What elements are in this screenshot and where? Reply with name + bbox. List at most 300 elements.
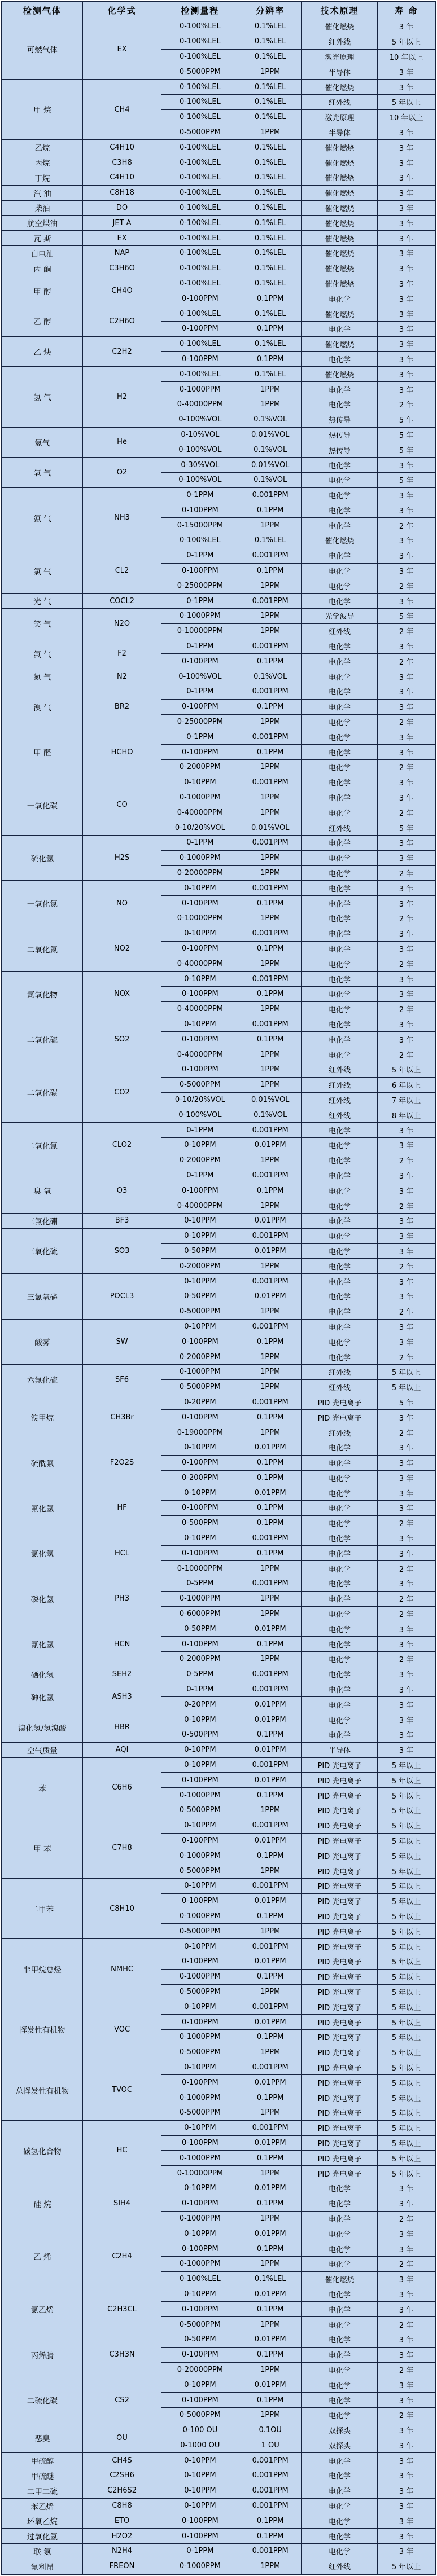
resolution-cell: 0.001PPM [239, 1168, 301, 1183]
technology-cell: 电化学 [301, 1123, 377, 1138]
technology-cell: PID 光电离子 [301, 2029, 377, 2045]
technology-cell: 电化学 [301, 850, 377, 865]
resolution-cell: 0.001PPM [239, 2120, 301, 2135]
range-cell: 0-100%VOL [161, 442, 239, 458]
table-row [2, 200, 435, 216]
resolution-cell: 0.1PPM [239, 699, 301, 714]
lifespan-cell: 3 年 [378, 2393, 435, 2408]
lifespan-cell: 2 年 [378, 956, 435, 972]
resolution-cell: 0.1PPM [239, 1727, 301, 1743]
range-cell: 0-100%LEL [161, 367, 239, 382]
resolution-cell: 0.001PPM [239, 1395, 301, 1410]
technology-cell: 电化学 [301, 594, 377, 609]
formula-cell: SIH4 [82, 2181, 161, 2226]
gas-name-cell: 乙 烯 [2, 2226, 82, 2287]
range-cell: 0-1000PPM [161, 2559, 239, 2574]
lifespan-cell: 5 年以上 [378, 2029, 435, 2045]
lifespan-cell: 3 年 [378, 1168, 435, 1183]
formula-cell: BF3 [82, 1213, 161, 1228]
lifespan-cell: 3 年 [378, 1667, 435, 1682]
range-cell: 0-100PPM [161, 896, 239, 911]
gas-name-cell: 笑 气 [2, 609, 82, 639]
range-cell: 0-500PPM [161, 1515, 239, 1531]
range-cell: 0-10PPM [161, 2226, 239, 2241]
gas-name-cell: 挥发性有机物 [2, 1999, 82, 2060]
table-row [2, 245, 435, 261]
lifespan-cell: 6 年以上 [378, 1077, 435, 1092]
resolution-cell: 1PPM [239, 1153, 301, 1168]
technology-cell: 红外线 [301, 1077, 377, 1092]
technology-cell: 电化学 [301, 1637, 377, 1652]
lifespan-cell: 10 年以上 [378, 109, 435, 125]
gas-name-cell: 二硫化碳 [2, 2377, 82, 2423]
technology-cell: 电化学 [301, 836, 377, 851]
lifespan-cell: 3 年 [378, 1576, 435, 1592]
range-cell: 0-40000PPM [161, 1198, 239, 1214]
lifespan-cell: 5 年 [378, 427, 435, 442]
range-cell: 0-1PPM [161, 639, 239, 654]
gas-name-cell: 三氟化硼 [2, 1213, 82, 1228]
table-row [2, 1712, 435, 1727]
lifespan-cell: 3 年 [378, 2423, 435, 2438]
technology-cell: 电化学 [301, 1485, 377, 1501]
formula-cell: OU [82, 2423, 161, 2453]
lifespan-cell: 5 年以上 [378, 2015, 435, 2030]
range-cell: 0-1PPM [161, 548, 239, 563]
technology-cell: 电化学 [301, 2181, 377, 2196]
gas-name-cell: 一氧化碳 [2, 775, 82, 835]
gas-name-cell: 环氧乙烷 [2, 2513, 82, 2529]
gas-name-cell: 光 气 [2, 594, 82, 609]
formula-cell: FREON [82, 2559, 161, 2574]
technology-cell: 电化学 [301, 1470, 377, 1485]
resolution-cell: 0.1%LEL [239, 231, 301, 246]
lifespan-cell: 3 年 [378, 790, 435, 805]
table-row [2, 1818, 435, 1833]
technology-cell: 红外线 [301, 820, 377, 836]
range-cell: 0-10PPM [161, 2060, 239, 2075]
lifespan-cell: 3 年 [378, 594, 435, 609]
lifespan-cell: 2 年 [378, 1047, 435, 1062]
technology-cell: 电化学 [301, 1546, 377, 1561]
range-cell: 0-10PPM [161, 1879, 239, 1894]
lifespan-cell: 3 年 [378, 699, 435, 714]
header-technology: 技术原理 [301, 2, 377, 19]
formula-cell: C8H18 [82, 185, 161, 200]
header-lifespan: 寿 命 [378, 2, 435, 19]
resolution-cell: 0.001PPM [239, 1667, 301, 1682]
table-row [2, 2181, 435, 2196]
lifespan-cell: 5 年以上 [378, 1379, 435, 1395]
range-cell: 0-100%VOL [161, 1107, 239, 1123]
lifespan-cell: 2 年 [378, 1198, 435, 1214]
range-cell: 0-100PPM [161, 1032, 239, 1047]
gas-name-cell: 氮 气 [2, 669, 82, 684]
gas-name-cell: 乙烷 [2, 140, 82, 155]
resolution-cell: 0.01%VOL [239, 820, 301, 836]
resolution-cell: 0.001PPM [239, 684, 301, 700]
range-cell: 0-100PPM [161, 2302, 239, 2317]
technology-cell: 电化学 [301, 865, 377, 881]
table-row [2, 261, 435, 276]
resolution-cell: 1PPM [239, 1924, 301, 1939]
lifespan-cell: 3 年 [378, 1213, 435, 1228]
resolution-cell: 0.001PPM [239, 1757, 301, 1773]
technology-cell: 电化学 [301, 2256, 377, 2271]
formula-cell: H2 [82, 367, 161, 427]
range-cell: 0-100PPM [161, 1637, 239, 1652]
range-cell: 0-10000PPM [161, 2166, 239, 2181]
resolution-cell: 0.001PPM [239, 1999, 301, 2015]
gas-name-cell: 苯乙烯 [2, 2498, 82, 2513]
technology-cell: PID 光电离子 [301, 1954, 377, 1970]
range-cell: 0-1PPM [161, 684, 239, 700]
lifespan-cell: 3 年 [378, 1289, 435, 1304]
technology-cell: 电化学 [301, 1576, 377, 1592]
range-cell: 0-1000PPM [161, 1788, 239, 1803]
resolution-cell: 1PPM [239, 956, 301, 972]
technology-cell: 电化学 [301, 1017, 377, 1032]
range-cell: 0-100%LEL [161, 261, 239, 276]
range-cell: 0-1000PPM [161, 382, 239, 397]
lifespan-cell: 3 年 [378, 987, 435, 1002]
range-cell: 0-100PPM [161, 2135, 239, 2151]
table-row [2, 1228, 435, 1243]
lifespan-cell: 3 年 [378, 896, 435, 911]
range-cell: 0-1000PPM [161, 1969, 239, 1984]
resolution-cell: 1PPM [239, 1349, 301, 1365]
resolution-cell: 0.1PPM [239, 1410, 301, 1425]
technology-cell: PID 光电离子 [301, 1924, 377, 1939]
formula-cell: CO [82, 775, 161, 835]
technology-cell: 红外线 [301, 1425, 377, 1440]
lifespan-cell: 3 年 [378, 2271, 435, 2287]
resolution-cell: 0.001PPM [239, 548, 301, 563]
range-cell: 0-100PPM [161, 291, 239, 306]
resolution-cell: 0.1%LEL [239, 170, 301, 185]
formula-cell: HCN [82, 1621, 161, 1667]
technology-cell: PID 光电离子 [301, 2120, 377, 2135]
technology-cell: 激光原理 [301, 49, 377, 64]
lifespan-cell: 5 年 [378, 472, 435, 487]
resolution-cell: 0.01PPM [239, 2075, 301, 2090]
lifespan-cell: 2 年 [378, 760, 435, 775]
lifespan-cell: 3 年 [378, 563, 435, 578]
resolution-cell: 0.001PPM [239, 1939, 301, 1954]
resolution-cell: 1PPM [239, 1984, 301, 1999]
technology-cell: 电化学 [301, 1621, 377, 1637]
technology-cell: 电化学 [301, 1153, 377, 1168]
range-cell: 0-100PPM [161, 2529, 239, 2544]
resolution-cell: 0.01PPM [239, 2135, 301, 2151]
resolution-cell: 0.1%VOL [239, 412, 301, 427]
lifespan-cell: 3 年 [378, 1621, 435, 1637]
technology-cell: 电化学 [301, 956, 377, 972]
formula-cell: PH3 [82, 1576, 161, 1621]
range-cell: 0-100%LEL [161, 109, 239, 125]
lifespan-cell: 5 年以上 [378, 1954, 435, 1970]
technology-cell: 催化燃烧 [301, 19, 377, 34]
range-cell: 0-5000PPM [161, 2045, 239, 2060]
resolution-cell: 1PPM [239, 623, 301, 639]
technology-cell: PID 光电离子 [301, 2045, 377, 2060]
range-cell: 0-50PPM [161, 2332, 239, 2347]
lifespan-cell: 2 年 [378, 911, 435, 926]
gas-name-cell: 一氧化氮 [2, 881, 82, 926]
gas-name-cell: 二氧化氯 [2, 1123, 82, 1168]
range-cell: 0-10PPM [161, 1440, 239, 1455]
technology-cell: 催化燃烧 [301, 231, 377, 246]
range-cell: 0-100PPM [161, 1183, 239, 1198]
range-cell: 0-100PPM [161, 2075, 239, 2090]
formula-cell: CLO2 [82, 1123, 161, 1168]
table-row [2, 1213, 435, 1228]
gas-name-cell: 硫化氢 [2, 836, 82, 881]
lifespan-cell: 3 年 [378, 1455, 435, 1470]
range-cell: 0-1000PPM [161, 790, 239, 805]
lifespan-cell: 10 年以上 [378, 49, 435, 64]
range-cell: 0-40000PPM [161, 805, 239, 820]
range-cell: 0-5PPM [161, 1667, 239, 1682]
table-row [2, 170, 435, 185]
technology-cell: 电化学 [301, 2483, 377, 2498]
resolution-cell: 0.1PPM [239, 896, 301, 911]
table-row [2, 1531, 435, 1546]
resolution-cell: 0.01PPM [239, 1243, 301, 1259]
technology-cell: 双探头 [301, 2423, 377, 2438]
range-cell: 0-10PPM [161, 1485, 239, 1501]
formula-cell: C3H8 [82, 155, 161, 170]
lifespan-cell: 3 年 [378, 2302, 435, 2317]
resolution-cell: 1PPM [239, 1304, 301, 1319]
range-cell: 0-15000PPM [161, 518, 239, 533]
lifespan-cell: 5 年以上 [378, 1939, 435, 1954]
range-cell: 0-20PPM [161, 1395, 239, 1410]
resolution-cell: 0.1PPM [239, 2302, 301, 2317]
technology-cell: 电化学 [301, 639, 377, 654]
resolution-cell: 0.1%VOL [239, 472, 301, 487]
range-cell: 0-100PPM [161, 745, 239, 760]
table-row [2, 729, 435, 745]
gas-name-cell: 乙 炔 [2, 336, 82, 367]
lifespan-cell: 5 年以上 [378, 1833, 435, 1848]
technology-cell: 催化燃烧 [301, 336, 377, 351]
technology-cell: 电化学 [301, 1455, 377, 1470]
range-cell: 0-1PPM [161, 2544, 239, 2559]
technology-cell: 红外线 [301, 623, 377, 639]
lifespan-cell: 5 年以上 [378, 1848, 435, 1863]
lifespan-cell: 3 年 [378, 745, 435, 760]
technology-cell: PID 光电离子 [301, 2015, 377, 2030]
formula-cell: SF6 [82, 1364, 161, 1395]
table-row [2, 594, 435, 609]
technology-cell: 电化学 [301, 1349, 377, 1365]
range-cell: 0-10000PPM [161, 911, 239, 926]
technology-cell: 热传导 [301, 412, 377, 427]
technology-cell: 电化学 [301, 729, 377, 745]
resolution-cell: 0.001PPM [239, 2453, 301, 2468]
resolution-cell: 0.001PPM [239, 1531, 301, 1546]
range-cell: 0-100%LEL [161, 200, 239, 216]
technology-cell: 电化学 [301, 926, 377, 941]
technology-cell: 电化学 [301, 1561, 377, 1576]
lifespan-cell: 3 年 [378, 291, 435, 306]
range-cell: 0-10PPM [161, 1213, 239, 1228]
lifespan-cell: 3 年 [378, 231, 435, 246]
header-detection-range: 检测量程 [161, 2, 239, 19]
lifespan-cell: 3 年 [378, 1546, 435, 1561]
lifespan-cell: 2 年 [378, 1349, 435, 1365]
range-cell: 0-100PPM [161, 699, 239, 714]
range-cell: 0-100PPM [161, 1455, 239, 1470]
technology-cell: 电化学 [301, 987, 377, 1002]
gas-name-cell: 氟利昂 [2, 2559, 82, 2574]
table-row [2, 1168, 435, 1183]
range-cell: 0-5000PPM [161, 1863, 239, 1879]
gas-name-cell: 六氟化硫 [2, 1364, 82, 1395]
lifespan-cell: 2 年 [378, 2407, 435, 2423]
range-cell: 0-100 OU [161, 2423, 239, 2438]
lifespan-cell: 5 年以上 [378, 1364, 435, 1379]
resolution-cell: 1PPM [239, 1561, 301, 1576]
resolution-cell: 0.01PPM [239, 1893, 301, 1909]
technology-cell: PID 光电离子 [301, 1999, 377, 2015]
range-cell: 0-2000PPM [161, 1652, 239, 1667]
table-row [2, 19, 435, 34]
range-cell: 0-50PPM [161, 1243, 239, 1259]
technology-cell: 电化学 [301, 654, 377, 669]
resolution-cell: 1PPM [239, 1606, 301, 1621]
resolution-cell: 1PPM [239, 518, 301, 533]
technology-cell: 半导体 [301, 125, 377, 140]
resolution-cell: 0.01%VOL [239, 1092, 301, 1107]
technology-cell: PID 光电离子 [301, 2135, 377, 2151]
resolution-cell: 0.01PPM [239, 2015, 301, 2030]
table-row [2, 1667, 435, 1682]
technology-cell: 电化学 [301, 2377, 377, 2393]
table-row [2, 2468, 435, 2483]
lifespan-cell: 3 年 [378, 2453, 435, 2468]
lifespan-cell: 3 年 [378, 1485, 435, 1501]
lifespan-cell: 5 年以上 [378, 2105, 435, 2120]
range-cell: 0-100PPM [161, 2513, 239, 2529]
gas-name-cell: 甲 醛 [2, 729, 82, 775]
formula-cell: C2H6O [82, 306, 161, 337]
table-row [2, 2513, 435, 2529]
range-cell: 0-1000PPM [161, 1909, 239, 1924]
lifespan-cell: 3 年 [378, 2513, 435, 2529]
resolution-cell: 1PPM [239, 1198, 301, 1214]
range-cell: 0-2000PPM [161, 1259, 239, 1274]
lifespan-cell: 2 年 [378, 1515, 435, 1531]
technology-cell: 红外线 [301, 1364, 377, 1379]
gas-name-cell: 溴甲烷 [2, 1395, 82, 1440]
lifespan-cell: 5 年以上 [378, 1863, 435, 1879]
range-cell: 0-100%VOL [161, 472, 239, 487]
resolution-cell: 0.001PPM [239, 2483, 301, 2498]
table-row [2, 1123, 435, 1138]
lifespan-cell: 3 年 [378, 1712, 435, 1727]
range-cell: 0-100PPM [161, 941, 239, 956]
table-row [2, 1757, 435, 1773]
lifespan-cell: 3 年 [378, 1123, 435, 1138]
lifespan-cell: 5 年以上 [378, 2135, 435, 2151]
range-cell: 0-10PPM [161, 2498, 239, 2513]
technology-cell: PID 光电离子 [301, 1939, 377, 1954]
range-cell: 0-100PPM [161, 1410, 239, 1425]
resolution-cell: 1PPM [239, 1047, 301, 1062]
technology-cell: 电化学 [301, 487, 377, 503]
range-cell: 0-1PPM [161, 594, 239, 609]
range-cell: 0-10/20%VOL [161, 820, 239, 836]
technology-cell: 电化学 [301, 321, 377, 336]
resolution-cell: 1PPM [239, 1379, 301, 1395]
formula-cell: C2H2 [82, 336, 161, 367]
resolution-cell: 0.01PPM [239, 1289, 301, 1304]
resolution-cell: 0.1PPM [239, 1848, 301, 1863]
lifespan-cell: 5 年 [378, 609, 435, 624]
technology-cell: PID 光电离子 [301, 1879, 377, 1894]
table-row [2, 276, 435, 291]
technology-cell: PID 光电离子 [301, 1969, 377, 1984]
technology-cell: 电化学 [301, 2407, 377, 2423]
range-cell: 0-200PPM [161, 1470, 239, 1485]
table-row [2, 1395, 435, 1410]
formula-cell: SO3 [82, 1228, 161, 1273]
table-row [2, 367, 435, 382]
resolution-cell: 0.1PPM [239, 1969, 301, 1984]
formula-cell: NH3 [82, 487, 161, 548]
range-cell: 0-100%LEL [161, 2271, 239, 2287]
range-cell: 0-10000PPM [161, 1561, 239, 1576]
range-cell: 0-100%LEL [161, 276, 239, 291]
lifespan-cell: 3 年 [378, 1137, 435, 1153]
range-cell: 0-50PPM [161, 1621, 239, 1637]
technology-cell: 电化学 [301, 1289, 377, 1304]
gas-name-cell: 苯 [2, 1757, 82, 1818]
range-cell: 0-10PPM [161, 1531, 239, 1546]
lifespan-cell: 3 年 [378, 367, 435, 382]
lifespan-cell: 2 年 [378, 1259, 435, 1274]
technology-cell: PID 光电离子 [301, 1803, 377, 1818]
resolution-cell: 0.1%VOL [239, 669, 301, 684]
range-cell: 0-1PPM [161, 487, 239, 503]
resolution-cell: 0.1PPM [239, 1032, 301, 1047]
resolution-cell: 0.001PPM [239, 729, 301, 745]
technology-cell: PID 光电离子 [301, 1833, 377, 1848]
range-cell: 0-1000PPM [161, 2211, 239, 2226]
lifespan-cell: 3 年 [378, 2226, 435, 2241]
technology-cell: 电化学 [301, 669, 377, 684]
technology-cell: 电化学 [301, 1183, 377, 1198]
lifespan-cell: 3 年 [378, 2483, 435, 2498]
table-row [2, 639, 435, 654]
resolution-cell: 0.1%LEL [239, 94, 301, 109]
lifespan-cell: 5 年 [378, 820, 435, 836]
lifespan-cell: 2 年 [378, 1606, 435, 1621]
resolution-cell: 1PPM [239, 382, 301, 397]
table-row [2, 1274, 435, 1289]
range-cell: 0-500PPM [161, 1727, 239, 1743]
formula-cell: N2H4 [82, 2544, 161, 2559]
resolution-cell: 1PPM [239, 2362, 301, 2377]
range-cell: 0-100%LEL [161, 245, 239, 261]
range-cell: 0-10PPM [161, 2453, 239, 2468]
formula-cell: F2O2S [82, 1440, 161, 1485]
resolution-cell: 0.01PPM [239, 1621, 301, 1637]
lifespan-cell: 5 年以上 [378, 1984, 435, 1999]
range-cell: 0-10PPM [161, 1712, 239, 1727]
